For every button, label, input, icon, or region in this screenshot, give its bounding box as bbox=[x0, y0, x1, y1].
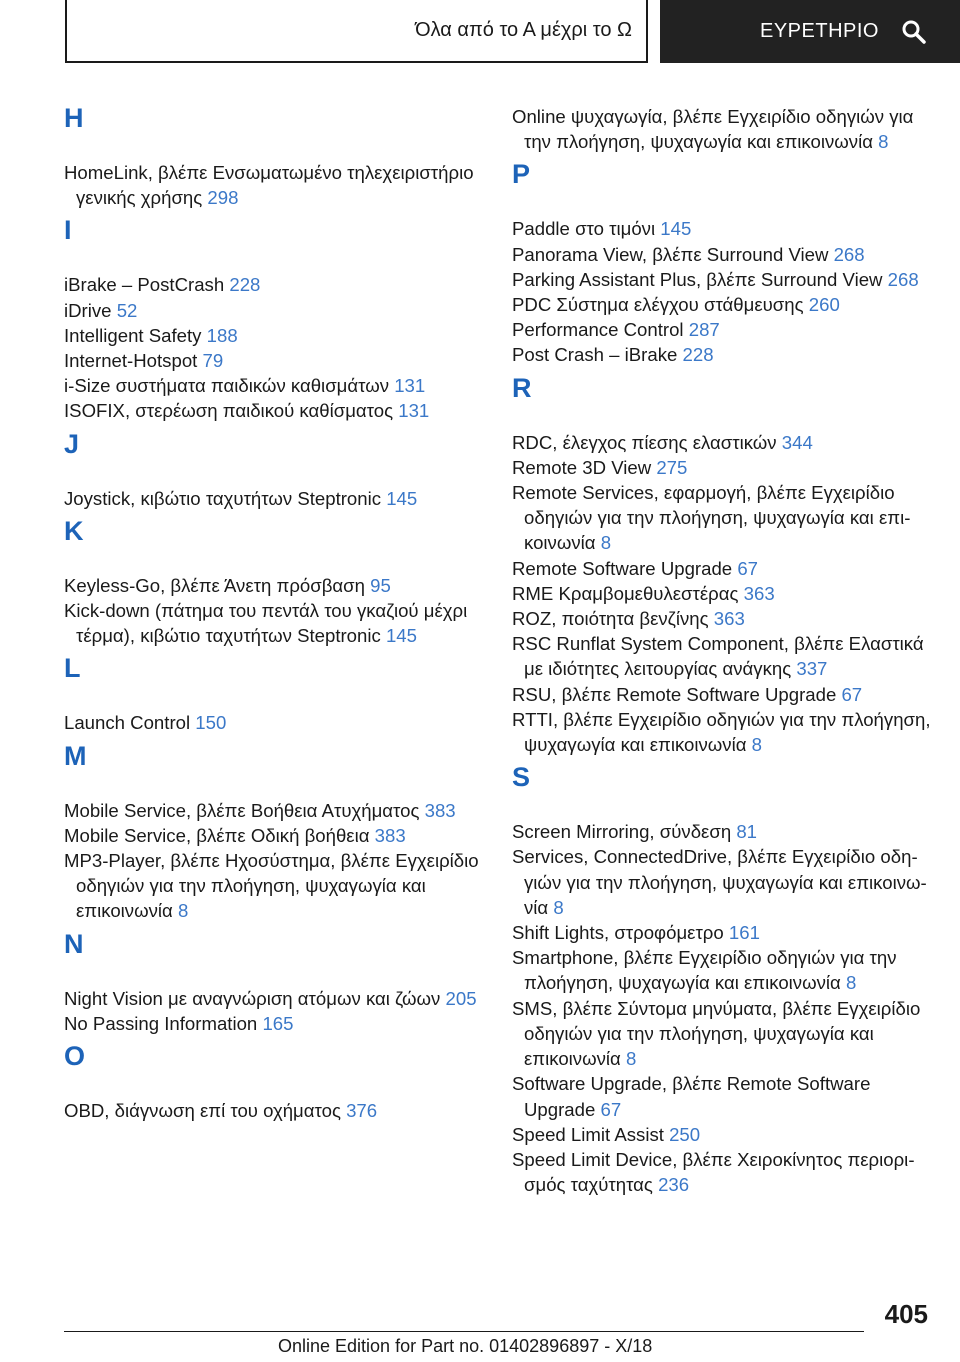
index-entry bbox=[512, 342, 932, 367]
entry-text: Shift Lights, στροφόμετρο bbox=[512, 922, 724, 944]
index-letter: N bbox=[64, 928, 84, 959]
page-ref-link[interactable]: 268 bbox=[833, 243, 865, 265]
page-ref-link[interactable]: 79 bbox=[202, 350, 224, 372]
index-entry bbox=[512, 1071, 932, 1121]
index-entry bbox=[512, 216, 932, 241]
entry-text: SMS, βλέπε Σύντομα μηνύματα, βλέπε Εγχειρίδιο οδηγιών για την πλοήγηση, ψυχαγωγία και επικοινωνία bbox=[512, 997, 921, 1070]
index-letter: P bbox=[512, 159, 531, 190]
page-ref-link[interactable]: 145 bbox=[385, 625, 417, 647]
entry-text: Performance Control bbox=[512, 319, 684, 341]
index-entry bbox=[512, 267, 932, 292]
page-ref-link[interactable]: 95 bbox=[370, 574, 391, 596]
index-entry bbox=[512, 819, 932, 844]
entry-group bbox=[64, 710, 494, 735]
entry-text: Kick-down (πάτημα του πεντάλ του γκαζιού μέχρι τέρμα), κιβώτιο ταχυτήτων Steptronic bbox=[64, 600, 468, 647]
page-ref-link[interactable]: 275 bbox=[656, 456, 688, 478]
page-ref-link[interactable]: 150 bbox=[195, 712, 227, 734]
page-ref-link[interactable]: 8 bbox=[751, 734, 763, 756]
entry-group bbox=[512, 216, 932, 367]
entry-text: Paddle στο τιμόνι bbox=[512, 218, 656, 240]
index-letter: H bbox=[64, 103, 84, 133]
entry-text: PDC Σύστημα ελέγχου στάθμευσης bbox=[512, 294, 804, 316]
page-ref-link[interactable]: 383 bbox=[424, 799, 456, 821]
entry-text: Screen Mirroring, σύνδεση bbox=[512, 821, 732, 843]
page-ref-link[interactable]: 344 bbox=[781, 431, 813, 453]
index-letter: M bbox=[64, 740, 87, 771]
page-ref-link[interactable]: 165 bbox=[262, 1012, 294, 1034]
entry-text: Post Crash – iBrake bbox=[512, 344, 678, 366]
page-ref-link[interactable]: 8 bbox=[845, 972, 857, 994]
page-ref-link[interactable]: 131 bbox=[394, 375, 426, 397]
page-ref-link[interactable]: 205 bbox=[445, 987, 477, 1009]
index-entry bbox=[64, 373, 494, 398]
search-icon[interactable] bbox=[901, 19, 927, 45]
page-ref-link[interactable]: 337 bbox=[796, 658, 828, 680]
entry-text: Night Vision με αναγνώριση ατόμων και ζώων bbox=[64, 987, 441, 1009]
entry-text: RSU, βλέπε Remote Software Upgrade bbox=[512, 683, 837, 705]
index-entry bbox=[512, 631, 932, 681]
page-ref-link[interactable]: 298 bbox=[207, 187, 239, 209]
page-ref-link[interactable]: 363 bbox=[713, 608, 745, 630]
entry-text: RME Κραμβομεθυλεστέρας bbox=[512, 582, 739, 604]
index-letter: R bbox=[512, 372, 532, 403]
index-entry bbox=[512, 581, 932, 606]
page-ref-link[interactable]: 228 bbox=[229, 274, 261, 296]
index-entry bbox=[512, 707, 932, 757]
index-entry bbox=[512, 996, 932, 1072]
page-ref-link[interactable]: 260 bbox=[808, 294, 840, 316]
index-entry bbox=[64, 298, 494, 323]
index-entry bbox=[512, 606, 932, 631]
entry-text: iDrive bbox=[64, 299, 112, 321]
index-entry bbox=[512, 844, 932, 920]
entry-text: Joystick, κιβώτιο ταχυτήτων Steptronic bbox=[64, 487, 382, 509]
page-ref-link[interactable]: 363 bbox=[743, 582, 775, 604]
index-entry bbox=[64, 798, 494, 823]
page-ref-link[interactable]: 8 bbox=[600, 532, 612, 554]
page-ref-link[interactable]: 145 bbox=[386, 487, 418, 509]
index-entry bbox=[64, 272, 494, 297]
index-entry bbox=[512, 317, 932, 342]
page-ref-link[interactable]: 8 bbox=[177, 900, 189, 922]
index-entry bbox=[64, 573, 494, 598]
index-entry bbox=[64, 323, 494, 348]
entry-text: Mobile Service, βλέπε Βοήθεια Ατυχήματος bbox=[64, 799, 420, 821]
index-letter: J bbox=[64, 428, 80, 459]
entry-group bbox=[64, 486, 494, 511]
entry-group bbox=[512, 430, 932, 758]
index-entry bbox=[512, 1147, 932, 1197]
index-letter: O bbox=[64, 1041, 86, 1072]
page-ref-link[interactable]: 383 bbox=[374, 824, 406, 846]
entry-text: i-Size συστήματα παιδικών καθισμάτων bbox=[64, 375, 390, 397]
entry-text: Launch Control bbox=[64, 712, 191, 734]
index-entry bbox=[512, 455, 932, 480]
index-entry bbox=[64, 486, 494, 511]
entry-group bbox=[64, 986, 494, 1036]
index-letter: L bbox=[64, 653, 81, 684]
index-entry bbox=[512, 430, 932, 455]
entry-text: ROZ, ποιότητα βενζίνης bbox=[512, 608, 709, 630]
index-letter: I bbox=[64, 215, 72, 246]
entry-text: Mobile Service, βλέπε Οδική βοήθεια bbox=[64, 824, 370, 846]
index-entry bbox=[512, 920, 932, 945]
entry-group bbox=[64, 272, 494, 423]
section-label: Όλα από το Α μέχρι το Ω bbox=[415, 19, 632, 41]
page-ref-link[interactable]: 52 bbox=[116, 299, 138, 321]
entry-text: Intelligent Safety bbox=[64, 324, 202, 346]
index-entry bbox=[64, 598, 494, 648]
entry-text: Panorama View, βλέπε Surround View bbox=[512, 243, 829, 265]
entry-group bbox=[512, 104, 932, 154]
entry-text: Remote 3D View bbox=[512, 456, 652, 478]
edition-note: Online Edition for Part no. 01402896897 - X/18 bbox=[278, 1336, 653, 1356]
entry-text: ISOFIX, στερέωση παιδικού καθίσματος bbox=[64, 400, 394, 422]
index-entry bbox=[64, 823, 494, 848]
entry-text: No Passing Information bbox=[64, 1012, 258, 1034]
entry-text: HomeLink, βλέπε Ενσωματωμένο τηλεχειριστήριο γενικής χρήσης bbox=[64, 162, 474, 209]
entry-text: RSC Runflat System Component, βλέπε Ελαστικά με ιδιότητες λειτουργίας ανάγκης bbox=[512, 633, 924, 680]
entry-text: Speed Limit Assist bbox=[512, 1123, 664, 1145]
footer-divider bbox=[64, 1331, 864, 1332]
index-letter: K bbox=[64, 515, 84, 546]
index-entry bbox=[512, 242, 932, 267]
entry-text: Online ψυχαγωγία, βλέπε Εγχειρίδιο οδηγιών για την πλοήγηση, ψυχαγωγία και επικοινωνία bbox=[512, 106, 914, 153]
page-ref-link[interactable]: 250 bbox=[669, 1123, 701, 1145]
index-entry bbox=[64, 1011, 494, 1036]
index-column-left bbox=[64, 100, 494, 1123]
page-ref-link[interactable]: 236 bbox=[658, 1174, 690, 1196]
index-entry bbox=[512, 480, 932, 556]
entry-text: Speed Limit Device, βλέπε Χειροκίνητος περιορισμός ταχύτητας bbox=[512, 1148, 915, 1196]
entry-group bbox=[64, 573, 494, 649]
page-ref-link[interactable]: 8 bbox=[878, 131, 889, 153]
index-entry bbox=[64, 160, 494, 210]
page-ref-link[interactable]: 145 bbox=[660, 218, 692, 240]
entry-group bbox=[64, 1098, 494, 1123]
page-ref-link[interactable]: 287 bbox=[688, 319, 720, 341]
entry-group bbox=[64, 160, 494, 210]
index-entry bbox=[512, 682, 932, 707]
page-ref-link[interactable]: 8 bbox=[625, 1048, 637, 1070]
entry-text: Internet-Hotspot bbox=[64, 350, 198, 372]
index-entry bbox=[64, 348, 494, 373]
index-column-right bbox=[512, 100, 932, 1197]
entry-group bbox=[512, 819, 932, 1197]
page-number: 405 bbox=[884, 1299, 928, 1329]
index-entry bbox=[64, 986, 494, 1011]
index-label: ΕΥΡΕΤΗΡΙΟ bbox=[760, 20, 879, 42]
entry-text: Keyless-Go, βλέπε Άνετη πρόσβαση bbox=[64, 574, 365, 596]
index-tab[interactable] bbox=[660, 0, 960, 63]
entry-text: Services, ConnectedDrive, βλέπε Εγχειρίδιο οδηγιών για την πλοήγηση, ψυχαγωγία και επικοινωνία bbox=[512, 846, 927, 918]
index-entry bbox=[512, 556, 932, 581]
index-entry bbox=[64, 848, 494, 924]
entry-text: Remote Services, εφαρμογή, βλέπε Εγχειρίδιο οδηγιών για την πλοήγηση, ψυχαγωγία και επικοινωνία bbox=[512, 482, 911, 554]
entry-text: RTTI, βλέπε Εγχειρίδιο οδηγιών για την πλοήγηση, ψυχαγωγία και επικοινωνία bbox=[512, 708, 931, 756]
page-ref-link[interactable]: 8 bbox=[553, 896, 564, 918]
entry-text: Smartphone, βλέπε Εγχειρίδιο οδηγιών για την πλοήγηση, ψυχαγωγία και επικοινωνία bbox=[512, 947, 897, 994]
index-entry bbox=[512, 104, 932, 154]
page-ref-link[interactable]: 376 bbox=[346, 1100, 378, 1122]
index-entry bbox=[512, 292, 932, 317]
page-ref-link[interactable]: 268 bbox=[887, 268, 919, 290]
index-entry bbox=[64, 398, 494, 423]
page-ref-link[interactable]: 67 bbox=[737, 557, 758, 579]
page-ref-link[interactable]: 67 bbox=[841, 683, 863, 705]
page-ref-link[interactable]: 228 bbox=[682, 344, 714, 366]
index-entry bbox=[512, 1122, 932, 1147]
entry-text: RDC, έλεγχος πίεσης ελαστικών bbox=[512, 431, 777, 453]
index-letter: S bbox=[512, 762, 531, 793]
entry-text: iBrake – PostCrash bbox=[64, 274, 225, 296]
entry-text: MP3-Player, βλέπε Ηχοσύστημα, βλέπε Εγχειρίδιο οδηγιών για την πλοήγηση, ψυχαγωγία και επικοινωνία bbox=[64, 850, 479, 922]
page-ref-link[interactable]: 81 bbox=[736, 821, 758, 843]
index-entry bbox=[512, 945, 932, 995]
entry-group bbox=[64, 798, 494, 924]
entry-text: Software Upgrade, βλέπε Remote Software Upgrade bbox=[512, 1073, 871, 1120]
index-entry bbox=[64, 710, 494, 735]
page-ref-link[interactable]: 131 bbox=[398, 400, 430, 422]
entry-text: Remote Software Upgrade bbox=[512, 557, 733, 579]
entry-text: Parking Assistant Plus, βλέπε Surround View bbox=[512, 268, 883, 290]
page-ref-link[interactable]: 67 bbox=[600, 1098, 622, 1120]
page-ref-link[interactable]: 161 bbox=[728, 922, 760, 944]
index-entry bbox=[64, 1098, 494, 1123]
entry-text: OBD, διάγνωση επί του οχήματος bbox=[64, 1100, 341, 1122]
page-ref-link[interactable]: 188 bbox=[206, 324, 238, 346]
section-tab[interactable] bbox=[65, 0, 648, 63]
